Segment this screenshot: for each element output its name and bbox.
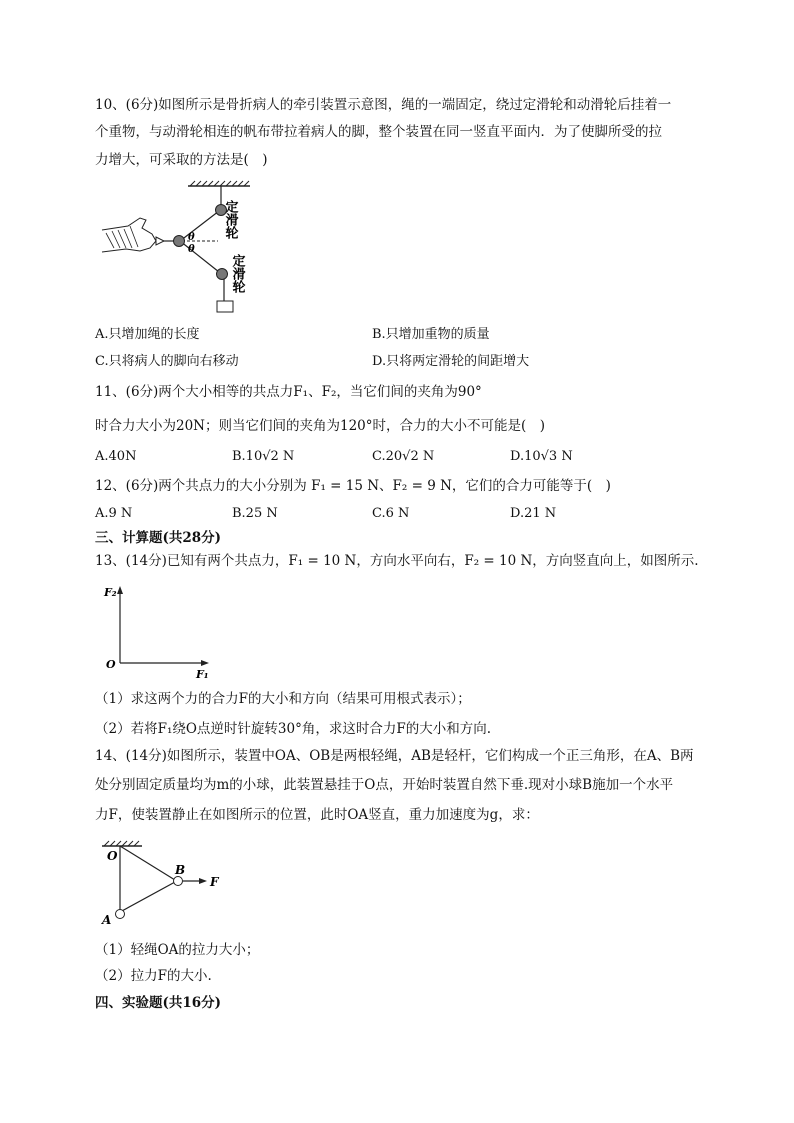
q14-line2: 处分别固定质量均为m的小球，此装置悬挂于O点，开始时装置自然下垂.现对小球B施加一个水平 (95, 777, 674, 793)
q10-option-a[interactable]: A.只增加绳的长度 (95, 327, 200, 342)
q10-option-d[interactable]: D.只将两定滑轮的间距增大 (372, 354, 530, 369)
q10-option-b[interactable]: B.只增加重物的质量 (372, 327, 490, 342)
weight-block (217, 301, 233, 312)
q12-option-b[interactable]: B.25 N (232, 506, 278, 521)
q14-line1: 14、(14分)如图所示，装置中OA、OB是两根轻绳，AB是轻杆，它们构成一个正三角形，在A、B两 (95, 748, 694, 764)
q14-sub1: （1）轻绳OA的拉力大小； (95, 942, 260, 958)
q12-option-a[interactable]: A.9 N (95, 506, 133, 521)
q11-option-c[interactable]: C.20√2 N (372, 449, 435, 464)
q13-sub2: （2）若将F₁绕O点逆时针旋转30°角，求这时合力F的大小和方向. (95, 721, 492, 737)
q12-option-d[interactable]: D.21 N (510, 506, 557, 521)
q13-sub1: （1）求这两个力的合力F的大小和方向（结果可用根式表示）； (95, 691, 471, 707)
pulley-bottom-label: 定滑轮 (229, 254, 245, 293)
triangle-diagram (98, 840, 228, 928)
traction-diagram (100, 178, 260, 318)
force-axes-diagram (100, 580, 220, 680)
point-o-label: O (107, 849, 118, 863)
f2-axis-label: F₂ (104, 586, 117, 599)
q12-option-c[interactable]: C.6 N (372, 506, 410, 521)
q11-option-b[interactable]: B.10√2 N (232, 449, 295, 464)
section3-title: 三、计算题(共28分) (95, 530, 222, 546)
q10-line2: 个重物，与动滑轮相连的帆布带拉着病人的脚，整个装置在同一竖直平面内．为了使脚所受的拉 (95, 124, 662, 140)
q11-option-a[interactable]: A.40N (95, 449, 137, 464)
ball-b (174, 877, 183, 886)
q11-line1: 11、(6分)两个大小相等的共点力F₁、F₂，当它们间的夹角为90° (95, 384, 482, 400)
theta-label-lower: θ (188, 244, 195, 255)
movable-pulley (174, 236, 185, 247)
theta-label-upper: θ (188, 232, 195, 243)
q10-line3: 力增大，可采取的方法是( ) (95, 152, 268, 168)
q13-line1: 13、(14分)已知有两个共点力，F₁ = 10 N，方向水平向右，F₂ = 10 N，方向竖直向上，如图所示. (95, 553, 699, 569)
q14-line3: 力F，使装置静止在如图所示的位置，此时OA竖直，重力加速度为g，求： (95, 807, 539, 823)
q10-option-c[interactable]: C.只将病人的脚向右移动 (95, 354, 239, 369)
q11-option-d[interactable]: D.10√3 N (510, 449, 573, 464)
pulley-top-label: 定滑轮 (222, 200, 238, 239)
origin-label: O (106, 658, 116, 671)
q10-line1: 10、(6分)如图所示是骨折病人的牵引装置示意图，绳的一端固定，绕过定滑轮和动滑轮后挂着一 (95, 97, 672, 113)
q14-sub2: （2）拉力F的大小. (95, 968, 212, 984)
q11-line2: 时合力大小为20N；则当它们间的夹角为120°时，合力的大小不可能是( ) (95, 418, 546, 434)
point-a-label: A (102, 913, 112, 927)
force-f-label: F (210, 875, 219, 889)
ball-a (116, 910, 125, 919)
point-b-label: B (175, 863, 186, 877)
f1-axis-label: F₁ (196, 668, 209, 680)
q12-line1: 12、(6分)两个共点力的大小分别为 F₁ = 15 N、F₂ = 9 N，它们的合力可能等于( ) (95, 478, 611, 494)
section4-title: 四、实验题(共16分) (95, 995, 222, 1011)
fixed-pulley-bottom (217, 269, 228, 280)
